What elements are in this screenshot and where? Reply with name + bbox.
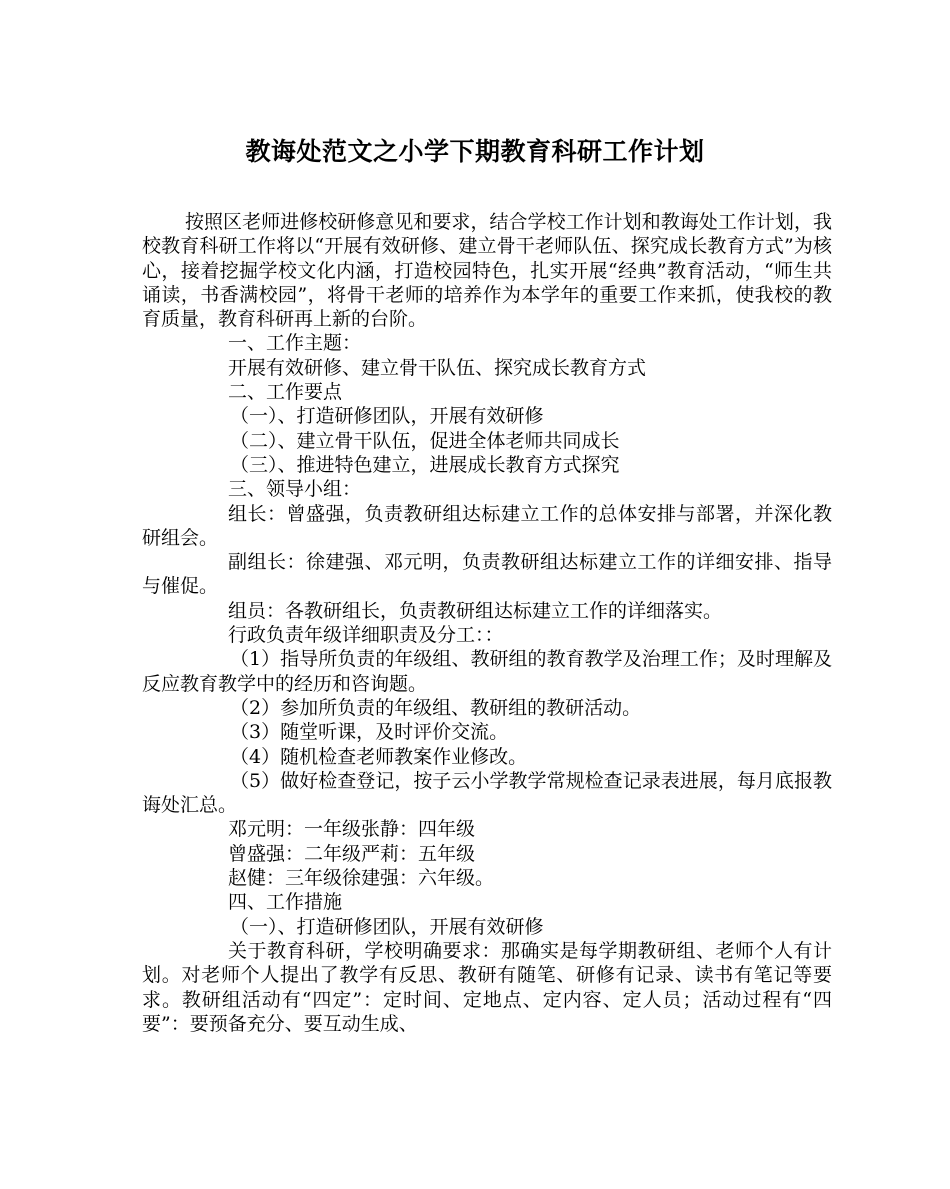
measure-heading-1: （一）、打造研修团队，开展有效研修 bbox=[230, 915, 544, 938]
key-point-3: （三）、推进特色建立，进展成长教育方式探究 bbox=[230, 453, 620, 476]
document-body bbox=[142, 210, 832, 1036]
assignment-line-3: 赵健：三年级徐建强：六年级。 bbox=[228, 867, 495, 890]
leader-paragraph: 组长：曾盛强，负责教研组达标建立工作的总体安排与部署，并深化教研组会。 bbox=[142, 502, 832, 549]
section-heading-1: 一、工作主题： bbox=[228, 332, 362, 355]
members-paragraph: 组员：各教研组长，负责教研组达标建立工作的详细落实。 bbox=[228, 599, 723, 622]
section-heading-3: 三、领导小组： bbox=[228, 478, 362, 501]
intro-paragraph: 按照区老师进修校研修意见和要求，结合学校工作计划和教诲处工作计划，我校教育科研工作将以“开展有效研修、建立骨干老师队伍、探究成长教育方式”为核心，接着挖掘学校文化内涵，打造校园特色，扎实开展“经典”教育活动，“师生共诵读，书香满校园”，将骨干老师的培养作为本学年的重要工作来抓，使我校的教育质量，教育科研再上新的台阶。 bbox=[142, 211, 832, 331]
assignment-line-2: 曾盛强：二年级严莉：五年级 bbox=[228, 842, 476, 865]
assignment-line-1: 邓元明：一年级张静：四年级 bbox=[228, 818, 476, 841]
document-title: 教诲处范文之小学下期教育科研工作计划 bbox=[245, 137, 705, 166]
key-point-2: （二）、建立骨干队伍，促进全体老师共同成长 bbox=[230, 429, 620, 452]
section-heading-4: 四、工作措施 bbox=[228, 891, 343, 914]
duty-item-2: （2）参加所负责的年级组、教研组的教研活动。 bbox=[230, 696, 642, 719]
section-text-theme: 开展有效研修、建立骨干队伍、探究成长教育方式 bbox=[228, 356, 647, 379]
measure-paragraph: 关于教育科研，学校明确要求：那确实是每学期教研组、老师个人有计划。对老师个人提出了教学有反思、教研有随笔、研修有记录、读书有笔记等要求。教研组活动有“四定”：定时间、定地点、定内容、定人员；活动过程有“四要”：要预备充分、要互动生成、 bbox=[142, 939, 832, 1035]
duty-item-5: （5）做好检查登记，按子云小学教学常规检查记录表进展，每月底报教诲处汇总。 bbox=[142, 769, 832, 817]
duty-item-3: （3）随堂听课，及时评价交流。 bbox=[230, 721, 509, 744]
duty-item-1: （1）指导所负责的年级组、教研组的教育教学及治理工作；及时理解及反应教育教学中的经历和咨询题。 bbox=[142, 648, 832, 695]
key-point-1: （一）、打造研修团队，开展有效研修 bbox=[230, 405, 544, 428]
deputy-leader-paragraph: 副组长：徐建强、邓元明，负责教研组达标建立工作的详细安排、指导与催促。 bbox=[142, 551, 832, 598]
section-heading-2: 二、工作要点 bbox=[228, 381, 343, 404]
duty-item-4: （4）随机检查老师教案作业修改。 bbox=[230, 745, 528, 768]
duties-heading: 行政负责年级详细职责及分工：： bbox=[228, 624, 504, 647]
